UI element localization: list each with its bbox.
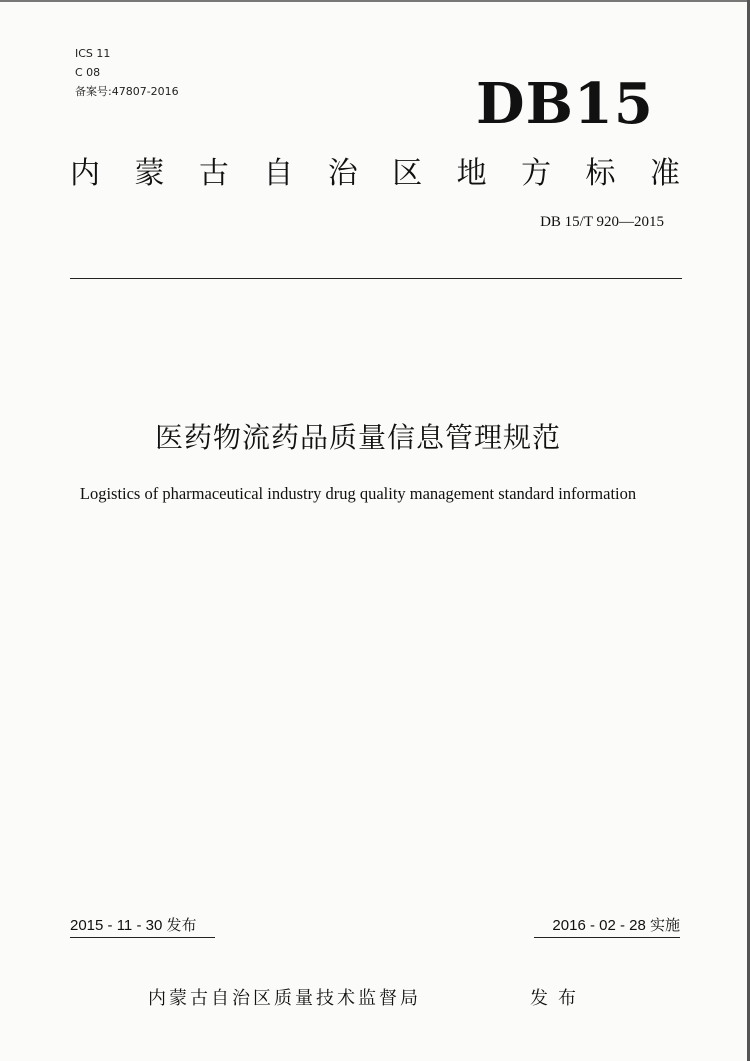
issue-action: 发布 <box>530 988 586 1009</box>
standard-type-char: 区 <box>392 156 423 191</box>
standard-number: DB 15/T 920—2015 <box>540 214 664 230</box>
ics-code: ICS 11 <box>75 47 111 60</box>
classification-block <box>75 44 179 101</box>
page-top-edge <box>0 0 750 2</box>
header-divider <box>70 278 682 279</box>
standard-type-char: 蒙 <box>134 156 165 191</box>
db15-logo: DB15 <box>476 71 654 137</box>
ccs-code: C 08 <box>75 66 101 79</box>
title-chinese: 医药物流药品质量信息管理规范 <box>154 421 561 454</box>
standard-type-heading <box>70 152 680 196</box>
standard-type-char: 治 <box>327 156 358 191</box>
issuing-authority: 内蒙古自治区质量技术监督局 <box>148 988 421 1009</box>
standard-type-char: 标 <box>585 156 616 191</box>
standard-type-char: 准 <box>649 156 680 191</box>
standard-type-char: 方 <box>521 156 552 191</box>
implementation-date: 2016 - 02 - 28 实施 <box>534 914 680 938</box>
issue-date: 2015 - 11 - 30 发布 <box>70 914 215 938</box>
title-english: Logistics of pharmaceutical industry drug quality management standard information <box>79 484 637 503</box>
standard-type-char: 地 <box>456 156 487 191</box>
standard-type-char: 内 <box>70 156 100 191</box>
record-number: 备案号:47807-2016 <box>75 85 179 98</box>
standard-type-char: 自 <box>263 156 294 191</box>
standard-type-char: 古 <box>198 156 229 191</box>
